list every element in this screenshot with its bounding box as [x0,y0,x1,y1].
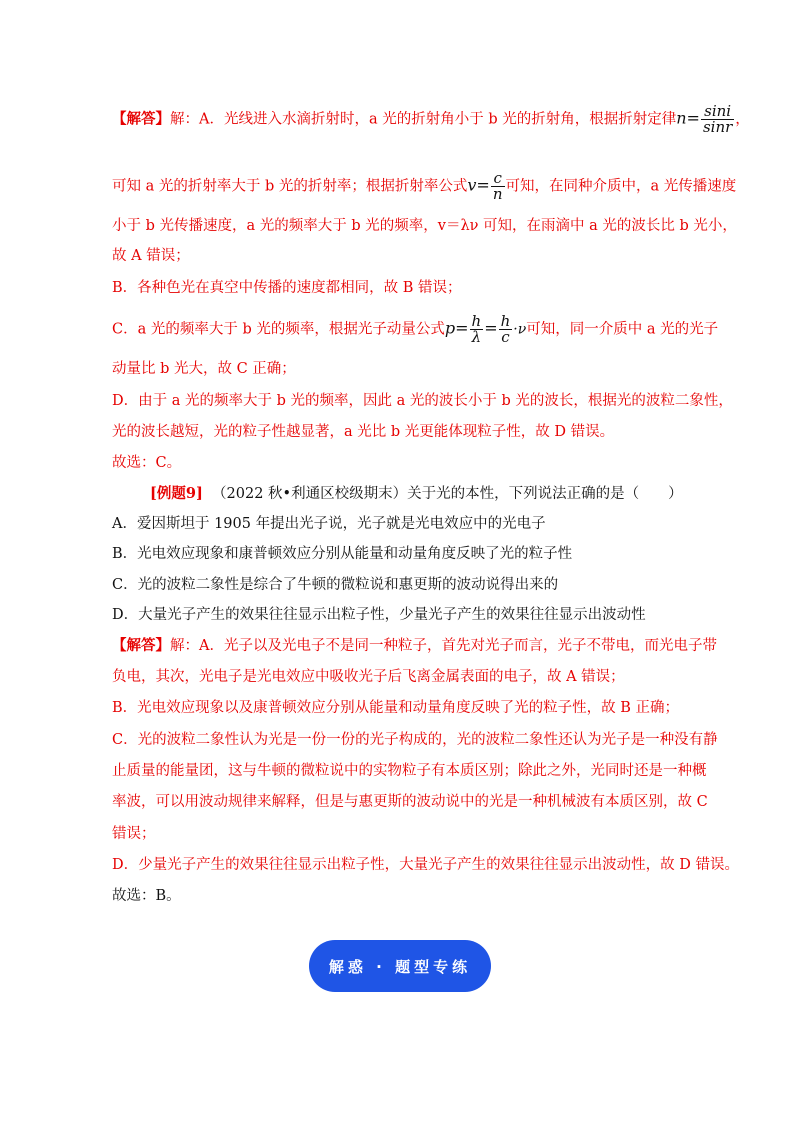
answer1-line1: 【解答】解：A．光线进入水滴折射时，a 光的折射角小于 b 光的折射角，根据折射定律n= $\frac{\sin i}{\sin r}$ ， [112,102,750,136]
answer1-line7: 动量比 b 光大，故 C 正确； [112,361,296,377]
option-d: D．大量光子产生的效果往往显示出粒子性，少量光子产生的效果往往显示出波动性 [112,607,646,623]
answer-tag: 【解答】 [112,637,170,654]
answer2-line3: B．光电效应现象以及康普顿效应分别从能量和动量角度反映了光的粒子性，故 B 正确； [112,700,680,716]
formula-momentum-1: $\frac{h}{\lambda}$ [471,312,482,346]
example-tag: [例题9] [150,485,203,502]
formula-velocity: $\frac{c}{n}$ [492,169,503,203]
answer2-line6: 率波，可以用波动规律来解释，但是与惠更斯的波动说中的光是一种机械波有本质区别，故 C [112,794,708,810]
practice-section-button[interactable]: 解惑 · 题型专练 [309,940,491,992]
answer2-line2: 负电，其次，光电子是光电效应中吸收光子后飞离金属表面的电子，故 A 错误； [112,669,625,685]
answer1-line8: D．由于 a 光的频率大于 b 光的频率，因此 a 光的波长小于 b 光的波长，根据光的波粒二象性， [112,393,733,409]
answer2-choice: 故选：B。 [112,888,181,904]
answer1-line5: B．各种色光在真空中传播的速度都相同，故 B 错误； [112,280,462,296]
option-b: B．光电效应现象和康普顿效应分别从能量和动量角度反映了光的粒子性 [112,546,573,562]
answer-tag: 【解答】 [112,110,170,128]
answer1-line3: 小于 b 光传播速度，a 光的频率大于 b 光的频率，v＝λν 可知，在雨滴中 a 光的波长比 b 光小， [112,218,737,234]
example9-stem: [例题9] （2022 秋•利通区校级期末）关于光的本性，下列说法正确的是（ ） [150,485,683,502]
formula-momentum-2: $\frac{h}{c}$ [500,312,511,346]
answer2-line5: 止质量的能量团，这与牛顿的微粒说中的实物粒子有本质区别；除此之外，光同时还是一种概 [112,763,707,779]
answer1-choice: 故选：C。 [112,455,182,471]
formula-snell: $\frac{\sin i}{\sin r}$ [702,102,733,136]
answer2-line4: C．光的波粒二象性认为光是一份一份的光子构成的，光的波粒二象性还认为光子是一种没有静 [112,732,718,748]
option-a: A．爱因斯坦于 1905 年提出光子说，光子就是光电效应中的光电子 [112,516,546,532]
answer2-line7: 错误； [112,826,156,842]
option-c: C．光的波粒二象性是综合了牛顿的微粒说和惠更斯的波动说得出来的 [112,577,559,593]
answer2-line1: 【解答】解：A．光子以及光电子不是同一种粒子，首先对光子而言，光子不带电，而光电子带 [112,637,717,654]
answer1-line4: 故 A 错误； [112,248,190,264]
answer2-line8: D．少量光子产生的效果往往显示出粒子性，大量光子产生的效果往往显示出波动性，故 D 错误。 [112,857,739,873]
answer1-line6: C．a 光的频率大于 b 光的频率，根据光子动量公式p= $\frac{h}{\lambda}$ = $\frac{h}{c}$ ·ν可知，同一介质中 a 光的光子 [112,312,719,346]
answer1-line2: 可知 a 光的折射率大于 b 光的折射率；根据折射率公式v= $\frac{c}{n}$ 可知，在同种介质中，a 光传播速度 [112,169,737,203]
answer1-line9: 光的波长越短，光的粒子性越显著，a 光比 b 光更能体现粒子性，故 D 错误。 [112,424,615,440]
